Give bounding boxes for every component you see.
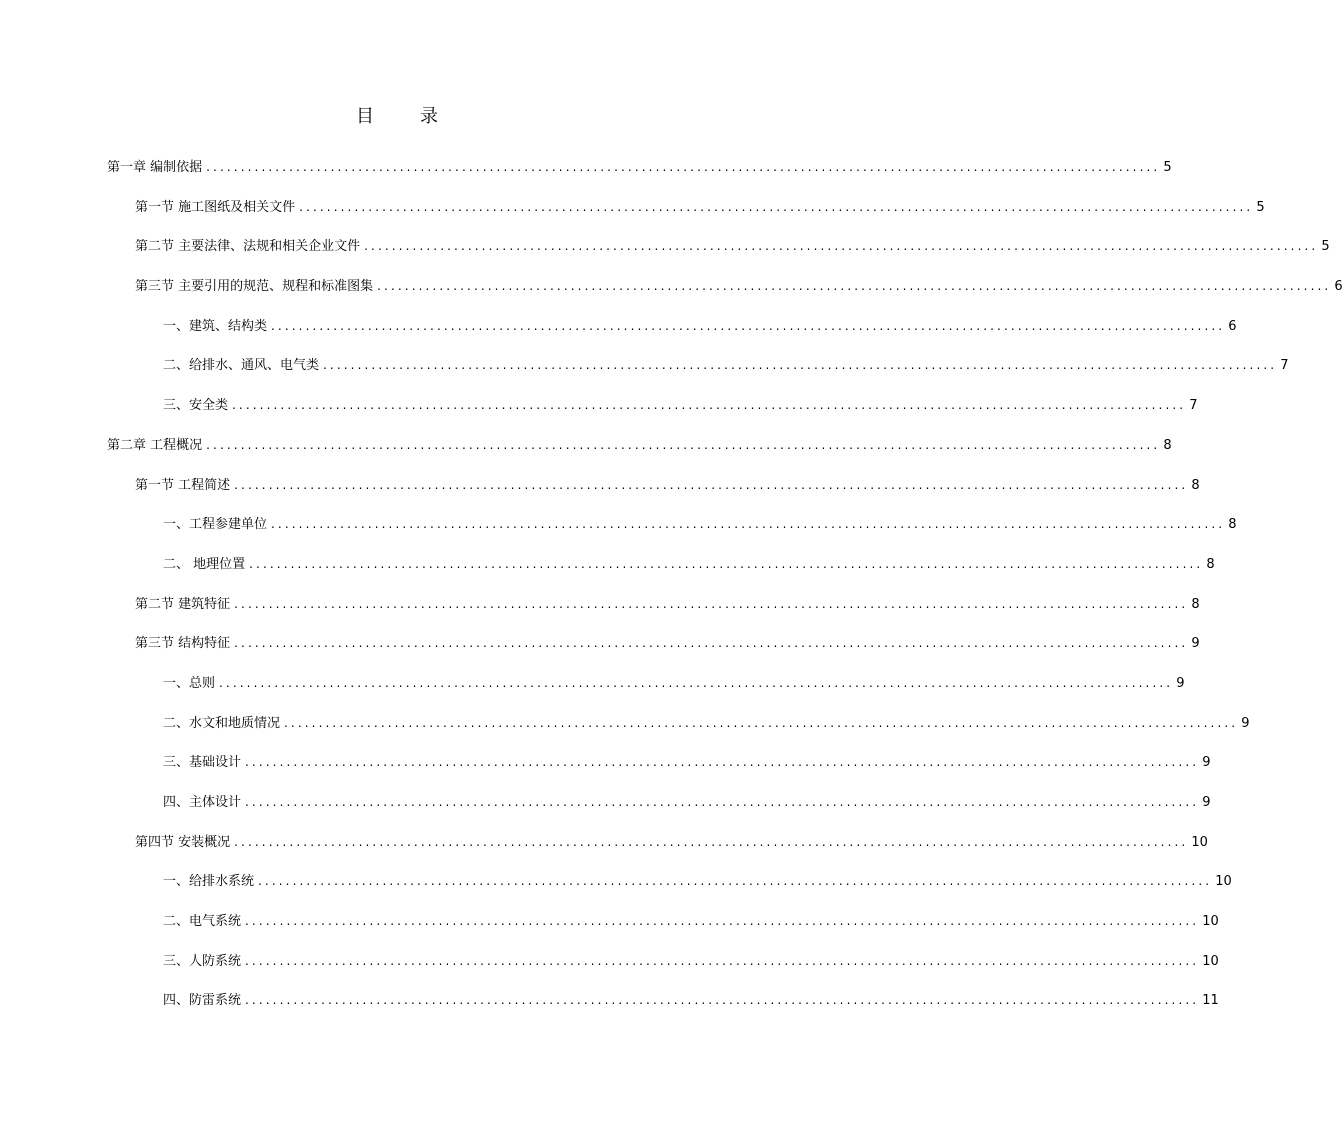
- toc-entry-row: [163, 554, 1215, 575]
- toc-entry-label: 一、建筑、结构类: [163, 318, 268, 334]
- toc-dot-leader: ..........................................................................................................................................: [364, 239, 1319, 254]
- toc-entry[interactable]: [0, 155, 1172, 195]
- toc-entry-row: [107, 157, 1172, 178]
- toc-entry-row: [163, 871, 1232, 892]
- toc-entry-label: 二、水文和地质情况: [163, 715, 281, 731]
- toc-dot-leader: ..........................................................................................................................................: [245, 953, 1200, 968]
- toc-entry-page-number: 7: [1189, 398, 1198, 414]
- toc-entry-label: 三、基础设计: [163, 755, 242, 771]
- toc-entry-row: [135, 594, 1200, 615]
- toc-entry[interactable]: [0, 473, 1200, 513]
- table-of-contents: [0, 155, 1343, 1028]
- toc-entry-page-number: 9: [1176, 675, 1185, 691]
- toc-entry-page-number: 8: [1206, 556, 1215, 572]
- toc-entry-row: [135, 475, 1200, 496]
- toc-entry-row: [135, 832, 1208, 853]
- toc-dot-leader: ..........................................................................................................................................: [219, 675, 1174, 690]
- toc-dot-leader: ..........................................................................................................................................: [206, 160, 1161, 174]
- toc-entry-label: 三、人防系统: [163, 953, 242, 969]
- toc-dot-leader: ..........................................................................................................................................: [245, 755, 1200, 770]
- toc-entry[interactable]: [0, 353, 1289, 393]
- toc-entry-row: [163, 990, 1219, 1011]
- toc-entry-label: 一、工程参建单位: [163, 517, 268, 533]
- toc-entry[interactable]: [0, 830, 1208, 870]
- toc-entry-label: 三、安全类: [163, 398, 229, 414]
- toc-entry-page-number: 6: [1334, 279, 1343, 295]
- toc-dot-leader: ..........................................................................................................................................: [234, 636, 1189, 651]
- toc-dot-leader: ..........................................................................................................................................: [249, 556, 1204, 571]
- toc-entry-page-number: 10: [1202, 953, 1219, 969]
- toc-entry-row: [135, 276, 1343, 297]
- toc-dot-leader: ..........................................................................................................................................: [234, 834, 1189, 849]
- toc-entry-label: 一、总则: [163, 675, 216, 691]
- toc-entry[interactable]: [0, 592, 1200, 632]
- toc-entry-row: [163, 316, 1237, 337]
- toc-entry[interactable]: [0, 750, 1211, 790]
- toc-dot-leader: ..........................................................................................................................................: [299, 199, 1254, 214]
- toc-entry[interactable]: [0, 274, 1343, 314]
- toc-entry-label: 第二节 建筑特征: [135, 596, 231, 612]
- toc-entry-label: 二、给排水、通风、电气类: [163, 358, 320, 374]
- toc-entry-page-number: 10: [1215, 874, 1232, 890]
- toc-entry-label: 二、电气系统: [163, 914, 242, 930]
- toc-title: 目 录: [356, 106, 452, 127]
- toc-entry[interactable]: [0, 949, 1219, 989]
- toc-dot-leader: ..........................................................................................................................................: [271, 517, 1226, 532]
- toc-entry-page-number: 5: [1163, 160, 1172, 175]
- toc-entry-label: 第二节 主要法律、法规和相关企业文件: [135, 239, 361, 255]
- toc-entry-page-number: 10: [1191, 834, 1208, 850]
- toc-entry[interactable]: [0, 195, 1265, 235]
- toc-entry-page-number: 8: [1191, 477, 1200, 493]
- toc-entry-page-number: 5: [1256, 199, 1265, 215]
- toc-dot-leader: ..........................................................................................................................................: [206, 437, 1161, 452]
- toc-entry-label: 第二章 工程概况: [107, 437, 203, 453]
- toc-entry-row: [135, 236, 1330, 257]
- toc-entry-page-number: 5: [1321, 239, 1330, 255]
- toc-entry-page-number: 8: [1163, 437, 1172, 453]
- toc-dot-leader: ..........................................................................................................................................: [245, 795, 1200, 809]
- toc-entry-row: [163, 673, 1185, 694]
- toc-entry[interactable]: [0, 552, 1215, 592]
- toc-entry-label: 二、 地理位置: [163, 556, 246, 572]
- toc-dot-leader: ..........................................................................................................................................: [234, 477, 1189, 492]
- toc-dot-leader: ..........................................................................................................................................: [245, 993, 1200, 1008]
- toc-entry-row: [163, 752, 1211, 773]
- toc-entry-page-number: 9: [1202, 795, 1211, 810]
- toc-entry-row: [163, 911, 1219, 932]
- toc-entry[interactable]: [0, 988, 1219, 1028]
- toc-entry-row: [135, 197, 1265, 218]
- toc-entry[interactable]: [0, 790, 1211, 830]
- toc-entry[interactable]: [0, 711, 1250, 751]
- toc-entry-row: [163, 395, 1198, 416]
- toc-entry[interactable]: [0, 314, 1237, 354]
- toc-dot-leader: ..........................................................................................................................................: [284, 715, 1239, 730]
- toc-entry-row: [107, 435, 1172, 456]
- toc-entry[interactable]: [0, 631, 1200, 671]
- toc-entry-label: 第一节 施工图纸及相关文件: [135, 199, 296, 215]
- toc-entry[interactable]: [0, 671, 1185, 711]
- toc-entry[interactable]: [0, 869, 1232, 909]
- toc-entry-label: 第四节 安装概况: [135, 834, 231, 850]
- toc-entry-row: [163, 792, 1211, 813]
- toc-entry-row: [163, 951, 1219, 972]
- toc-entry-page-number: 11: [1202, 993, 1219, 1009]
- toc-entry-page-number: 9: [1202, 755, 1211, 771]
- toc-dot-leader: ..........................................................................................................................................: [271, 318, 1226, 333]
- toc-entry[interactable]: [0, 512, 1237, 552]
- toc-entry-page-number: 6: [1228, 318, 1237, 334]
- toc-entry[interactable]: [0, 909, 1219, 949]
- toc-entry-page-number: 8: [1228, 517, 1237, 533]
- toc-entry-page-number: 7: [1280, 358, 1289, 374]
- toc-entry-row: [163, 514, 1237, 535]
- toc-dot-leader: ..........................................................................................................................................: [377, 279, 1332, 294]
- toc-dot-leader: ..........................................................................................................................................: [245, 914, 1200, 929]
- toc-entry[interactable]: [0, 234, 1330, 274]
- toc-entry-label: 第三节 结构特征: [135, 636, 231, 652]
- toc-entry-row: [163, 713, 1250, 734]
- toc-entry-row: [135, 633, 1200, 654]
- toc-entry-label: 第三节 主要引用的规范、规程和标准图集: [135, 279, 374, 295]
- toc-entry-page-number: 8: [1191, 596, 1200, 612]
- toc-entry-label: 第一节 工程简述: [135, 477, 231, 493]
- toc-entry[interactable]: [0, 433, 1172, 473]
- toc-entry-label: 第一章 编制依据: [107, 160, 203, 175]
- toc-dot-leader: ..........................................................................................................................................: [258, 874, 1213, 889]
- toc-dot-leader: ..........................................................................................................................................: [234, 596, 1189, 611]
- toc-entry-page-number: 9: [1191, 636, 1200, 652]
- toc-entry-page-number: 10: [1202, 914, 1219, 930]
- toc-entry-label: 四、防雷系统: [163, 993, 242, 1009]
- toc-entry[interactable]: [0, 393, 1198, 433]
- toc-dot-leader: ..........................................................................................................................................: [323, 358, 1278, 373]
- toc-entry-label: 四、主体设计: [163, 795, 242, 810]
- toc-entry-row: [163, 355, 1289, 376]
- toc-entry-page-number: 9: [1241, 715, 1250, 731]
- toc-entry-label: 一、给排水系统: [163, 874, 255, 890]
- toc-dot-leader: ..........................................................................................................................................: [232, 398, 1187, 413]
